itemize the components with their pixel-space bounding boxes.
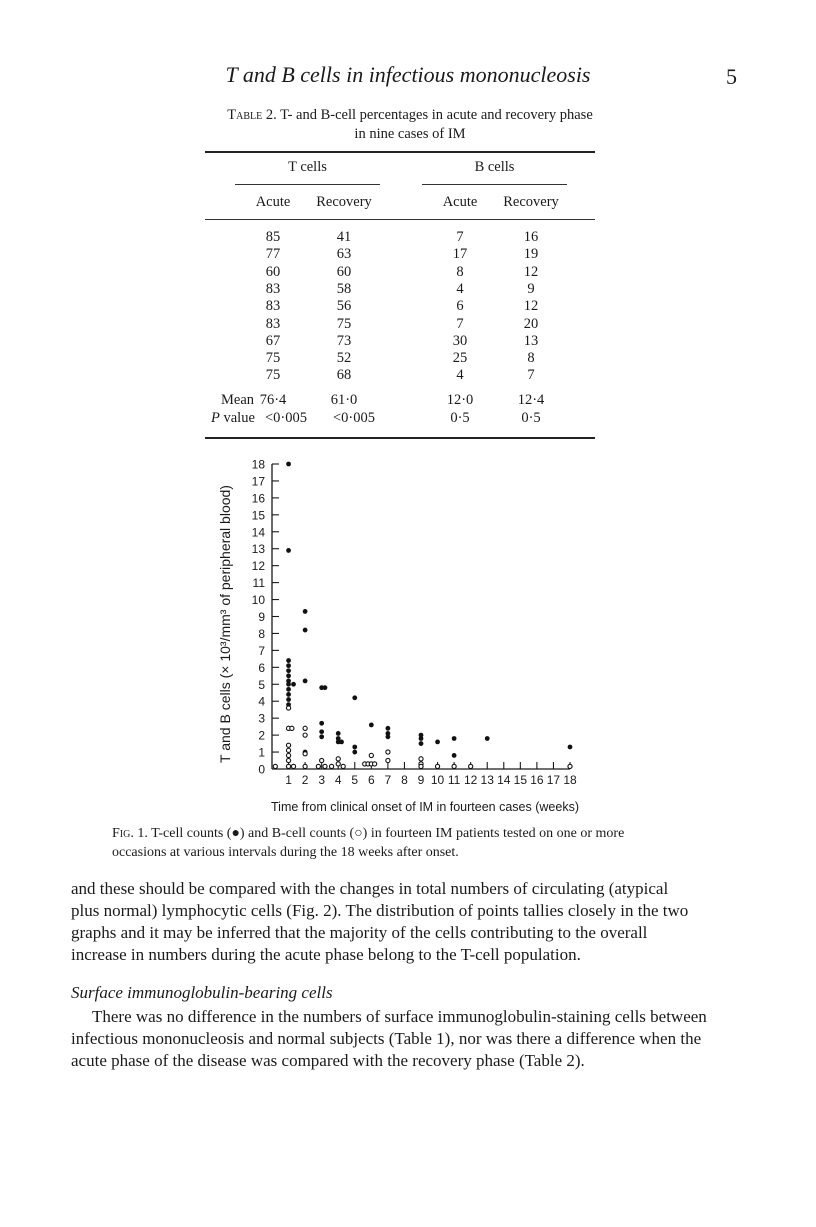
- t-cell-points: [286, 462, 572, 758]
- figure-caption-text2: occasions at various intervals during the 18 weeks after onset.: [112, 845, 459, 860]
- b-cell-point: [286, 753, 290, 757]
- b-cell-point: [303, 764, 307, 768]
- x-tick-label: 1: [285, 773, 292, 787]
- table-cell-t-acute: 75: [265, 367, 281, 384]
- t-cell-point: [286, 687, 291, 692]
- table-cell-t-recovery: 75: [336, 315, 352, 332]
- b-cell-point: [303, 726, 307, 730]
- table-caption-line2: in nine cases of IM: [354, 126, 466, 142]
- t-cell-point: [435, 739, 440, 744]
- x-tick-label: 8: [401, 773, 408, 787]
- t-cell-point: [385, 734, 390, 739]
- t-cell-point: [485, 736, 490, 741]
- x-tick-label: 18: [563, 773, 577, 787]
- x-tick-label: 6: [367, 773, 375, 787]
- y-tick-label: 1: [258, 745, 265, 760]
- t-cell-point: [323, 685, 328, 690]
- table-cell-t-acute: 67: [265, 332, 281, 349]
- b-cell-point: [290, 726, 294, 730]
- t-cell-point: [352, 695, 357, 700]
- b-cell-point: [303, 733, 307, 737]
- b-cell-point: [316, 764, 320, 768]
- figure-caption-text1: T-cell counts (●) and B-cell counts (○) in fourteen IM patients tested on one or more: [151, 826, 625, 841]
- t-cell-point: [303, 678, 308, 683]
- figure-label: Fig. 1.: [112, 826, 148, 841]
- table-cell-t-acute: 75: [265, 350, 281, 367]
- x-tick-label: 9: [417, 773, 425, 787]
- col-header-t-acute: Acute: [255, 194, 291, 210]
- table-cell-b-acute: 7: [456, 315, 464, 332]
- y-tick-label: 5: [258, 677, 265, 692]
- x-tick-labels: [285, 773, 577, 787]
- t-cell-point: [286, 692, 291, 697]
- y-tick-label: 0: [258, 762, 265, 777]
- t-cell-point: [339, 739, 344, 744]
- table-cell-b-recovery: 19: [523, 246, 539, 263]
- x-tick-label: 3: [318, 773, 326, 787]
- paragraph-2-line: There was no difference in the numbers of surface immunoglobulin-staining cells between: [92, 1007, 707, 1026]
- t-cell-point: [319, 734, 324, 739]
- col-header-b-recovery: Recovery: [503, 194, 559, 210]
- t-cell-point: [336, 731, 341, 736]
- t-cell-point: [303, 609, 308, 614]
- table-cell-b-recovery: 8: [527, 350, 535, 367]
- b-cell-point: [273, 764, 277, 768]
- b-cell-point: [435, 764, 439, 768]
- mean-t-acute: 76·4: [259, 392, 287, 408]
- paragraph-1-line: and these should be compared with the changes in total numbers of circulating (atypical: [71, 879, 669, 898]
- table-cell-b-acute: 6: [456, 298, 464, 315]
- table-cell-b-acute: 7: [456, 229, 464, 245]
- y-tick-label: 7: [258, 643, 265, 658]
- y-tick-label: 12: [251, 559, 265, 574]
- t-cell-point: [319, 729, 324, 734]
- x-tick-label: 12: [463, 773, 478, 787]
- y-tick-label: 6: [258, 660, 265, 675]
- b-cell-point: [323, 764, 327, 768]
- t-cell-point: [369, 723, 374, 728]
- b-cell-point: [419, 764, 423, 768]
- y-tick-label: 9: [258, 610, 265, 624]
- t-cell-point: [303, 628, 308, 633]
- t-cell-point: [352, 745, 357, 750]
- p-b-acute: 0·5: [450, 410, 470, 426]
- b-cell-point: [320, 758, 324, 762]
- b-cell-point: [286, 748, 290, 752]
- group-header-b-cells: B cells: [474, 159, 515, 175]
- t-cell-point: [291, 682, 296, 687]
- table-cell-b-recovery: 7: [527, 367, 535, 384]
- t-cell-point: [286, 668, 291, 673]
- y-tick-label: 14: [251, 525, 265, 540]
- table-cell-t-recovery: 73: [336, 332, 352, 349]
- paragraph-1-line: graphs and it may be inferred that the majority of the cells contributing to the overall: [71, 923, 648, 942]
- b-cell-point: [303, 752, 307, 756]
- y-axis-label: T and B cells (× 10³/mm³ of peripheral blood): [217, 485, 233, 763]
- t-cell-point: [452, 753, 457, 758]
- mean-label: Mean: [221, 392, 255, 408]
- t-cell-point: [286, 697, 291, 702]
- b-cell-point: [568, 764, 572, 768]
- figure-caption: [112, 824, 722, 862]
- p-b-recovery: 0·5: [521, 410, 541, 426]
- table-cell-b-acute: 17: [452, 246, 468, 263]
- t-cell-point: [385, 726, 390, 731]
- paragraph-2: [71, 1006, 744, 1072]
- t-cell-point: [286, 673, 291, 678]
- table-cell-b-recovery: 12: [523, 298, 539, 315]
- paragraph-1-line: increase in numbers during the acute phase belong to the T-cell population.: [71, 945, 581, 964]
- b-cell-point: [336, 762, 340, 766]
- p-value-label-rest: value: [219, 410, 255, 426]
- y-tick-label: 13: [251, 542, 265, 557]
- b-cell-point: [330, 764, 334, 768]
- table-cell-t-acute: 60: [265, 263, 281, 280]
- b-cell-point: [469, 764, 473, 768]
- y-tick-label: 4: [258, 694, 265, 709]
- t-cell-point: [419, 741, 424, 746]
- table-cell-b-recovery: 16: [523, 229, 539, 245]
- mean-b-recovery: 12·4: [517, 392, 545, 408]
- table-cell-t-recovery: 58: [336, 280, 352, 297]
- b-cell-point: [452, 764, 456, 768]
- t-cell-point: [286, 658, 291, 663]
- b-cell-point: [386, 758, 390, 762]
- x-tick-label: 13: [480, 773, 494, 787]
- p-t-acute: <0·005: [264, 410, 307, 426]
- table-cell-b-acute: 4: [456, 367, 464, 384]
- table-caption-text1: T- and B-cell percentages in acute and recovery phase: [280, 107, 593, 123]
- table-cell-t-recovery: 60: [336, 263, 352, 280]
- x-tick-label: 16: [530, 773, 544, 787]
- mean-b-acute: 12·0: [446, 392, 474, 408]
- table-cell-t-recovery: 56: [336, 298, 352, 315]
- b-cell-point: [286, 743, 290, 747]
- table-cell-b-recovery: 12: [523, 263, 539, 280]
- t-cell-point: [286, 682, 291, 687]
- b-cell-point: [386, 750, 390, 754]
- chart-axes: [272, 464, 570, 769]
- t-cell-point: [419, 736, 424, 741]
- b-cell-point: [286, 706, 290, 710]
- table-cell-t-acute: 77: [265, 246, 281, 263]
- b-cell-point: [336, 757, 340, 761]
- y-tick-label: 3: [258, 711, 265, 726]
- t-cell-point: [452, 736, 457, 741]
- table-cell-t-acute: 83: [265, 280, 281, 297]
- table-cell-b-acute: 8: [456, 263, 464, 280]
- table-cell-b-acute: 4: [456, 280, 464, 297]
- b-cell-point: [419, 757, 423, 761]
- x-tick-label: 4: [334, 773, 342, 787]
- table-cell-b-acute: 25: [452, 350, 468, 367]
- x-tick-label: 7: [384, 773, 392, 787]
- b-cell-point: [286, 764, 290, 768]
- col-header-b-acute: Acute: [442, 194, 478, 210]
- t-cell-point: [286, 462, 291, 467]
- table-cell-t-recovery: 68: [336, 367, 352, 384]
- b-cell-point: [369, 753, 373, 757]
- table-label: Table 2.: [227, 107, 277, 123]
- y-tick-label: 2: [258, 728, 265, 743]
- page-number: 5: [726, 64, 737, 89]
- paragraph-1-line: plus normal) lymphocytic cells (Fig. 2). The distribution of points tallies closely in the two: [71, 901, 689, 920]
- y-tick-label: 16: [251, 491, 265, 506]
- group-header-t-cells: T cells: [288, 159, 327, 175]
- y-tick-label: 18: [251, 457, 265, 472]
- paragraph-1: [71, 878, 744, 966]
- y-tick-label: 8: [258, 626, 265, 641]
- x-tick-label: 5: [351, 773, 359, 787]
- table-cell-b-recovery: 20: [523, 315, 539, 332]
- b-cell-point: [341, 764, 345, 768]
- x-tick-label: 15: [513, 773, 528, 787]
- y-tick-label: 17: [251, 474, 265, 489]
- table-cell-t-recovery: 63: [336, 246, 352, 263]
- mean-t-recovery: 61·0: [330, 392, 358, 408]
- p-value-label-p: P: [211, 410, 220, 426]
- col-header-t-recovery: Recovery: [316, 194, 372, 210]
- p-t-recovery: <0·005: [332, 410, 375, 426]
- table-cell-b-recovery: 9: [527, 280, 535, 297]
- b-cell-point: [286, 758, 290, 762]
- table-cell-t-recovery: 41: [336, 229, 352, 245]
- x-tick-label: 17: [546, 773, 561, 787]
- x-tick-label: 2: [301, 773, 309, 787]
- table-cell-t-recovery: 52: [336, 350, 352, 367]
- running-title: T and B cells in infectious mononucleosis: [225, 62, 591, 87]
- t-cell-point: [352, 750, 357, 755]
- b-cell-point: [373, 762, 377, 766]
- x-tick-label: 11: [447, 773, 461, 787]
- y-tick-label: 15: [251, 508, 265, 523]
- table-cell-t-acute: 83: [265, 298, 281, 315]
- t-cell-point: [319, 721, 324, 726]
- table-cell-t-acute: 85: [265, 229, 281, 245]
- table-cell-t-acute: 83: [265, 315, 281, 332]
- table-cell-b-acute: 30: [452, 332, 468, 349]
- x-tick-label: 10: [430, 773, 445, 787]
- x-tick-label: 14: [497, 773, 511, 787]
- paragraph-2-line: acute phase of the disease was compared with the recovery phase (Table 2).: [71, 1051, 585, 1070]
- x-axis-label: Time from clinical onset of IM in fourteen cases (weeks): [271, 800, 579, 814]
- t-cell-point: [286, 663, 291, 668]
- table-cell-b-recovery: 13: [523, 332, 539, 349]
- y-tick-label: 11: [252, 576, 265, 591]
- t-cell-point: [568, 745, 573, 750]
- y-tick-label: 10: [251, 593, 265, 608]
- t-cell-point: [286, 548, 291, 553]
- paragraph-2-line: infectious mononucleosis and normal subjects (Table 1), nor was there a difference when the: [71, 1029, 702, 1048]
- y-tick-labels: [252, 458, 266, 777]
- b-cell-point: [291, 764, 295, 768]
- section-heading: Surface immunoglobulin-bearing cells: [71, 983, 333, 1002]
